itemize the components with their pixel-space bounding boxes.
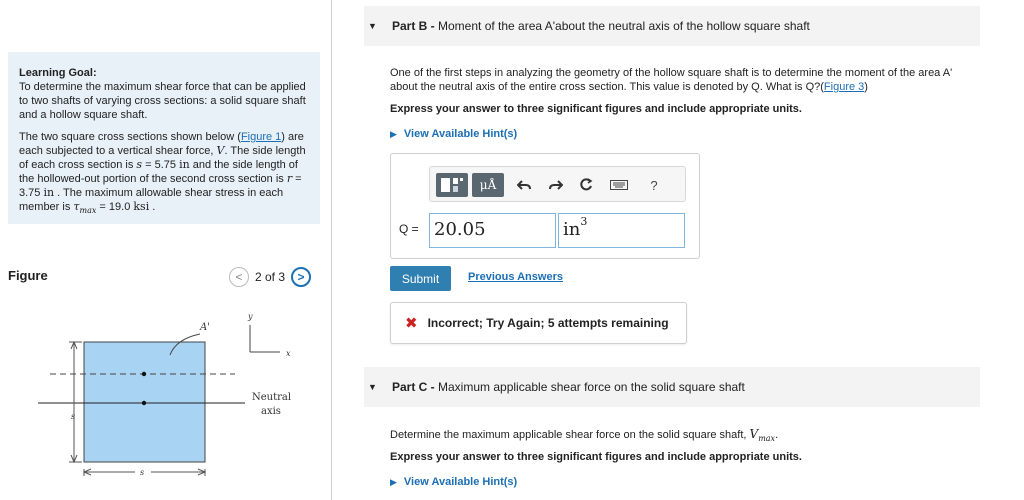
tau-symbol: τ xyxy=(73,200,80,213)
part-b-desc-line1: One of the first steps in analyzing the geometry of the hollow square shaft is to determine the moment of the area A' xyxy=(390,67,953,79)
part-c-hint-label: View Available Hint(s) xyxy=(403,476,518,488)
desc-text: . The maximum allowable shear stress in each member is xyxy=(19,187,284,213)
part-c-title-text: Maximum applicable shear force on the solid square shaft xyxy=(438,380,745,394)
part-c-hint-toggle[interactable] xyxy=(390,476,517,488)
part-b-prefix: Part B - xyxy=(392,19,439,33)
cross-section-description xyxy=(19,130,308,218)
undo-icon[interactable] xyxy=(514,173,534,197)
figure-title: Figure xyxy=(8,268,48,283)
caret-right-icon: ▶ xyxy=(390,476,397,487)
help-icon[interactable]: ? xyxy=(650,177,658,193)
reset-icon[interactable] xyxy=(576,173,596,197)
neutral-axis-point xyxy=(142,401,146,405)
figure-pager xyxy=(229,266,311,288)
part-c-prefix: Part C - xyxy=(392,380,439,394)
axis-label: axis xyxy=(261,406,281,417)
learning-goal-paragraph xyxy=(19,66,308,122)
answer-panel xyxy=(390,153,700,259)
feedback-box xyxy=(390,302,687,344)
math-toolbar xyxy=(429,166,686,202)
part-c-instruction: Express your answer to three significant figures and include appropriate units. xyxy=(390,451,802,463)
units-button[interactable]: μÅ xyxy=(472,173,504,197)
incorrect-x-icon: ✖ xyxy=(405,315,418,332)
learning-goal-title: Learning Goal: xyxy=(19,67,97,79)
caret-right-icon: ▶ xyxy=(390,128,397,139)
part-c-title xyxy=(392,380,745,394)
part-b-desc-end: ) xyxy=(864,81,868,93)
part-c-description xyxy=(390,427,778,446)
column-divider xyxy=(331,0,332,500)
desc-text: . xyxy=(149,201,156,213)
redo-icon[interactable] xyxy=(546,173,566,197)
desc-text: . The side length of each cross section is xyxy=(19,145,306,171)
templates-icon xyxy=(440,177,464,193)
part-c-desc-text: Determine the maximum applicable shear force on the solid square shaft, xyxy=(390,429,750,441)
y-axis-label: y xyxy=(248,312,253,321)
desc-text: ) are each subjected to a vertical shear force, xyxy=(19,131,304,157)
collapse-triangle-icon[interactable]: ▼ xyxy=(368,382,377,392)
collapse-triangle-icon[interactable]: ▼ xyxy=(368,21,377,31)
unit-exponent: 3 xyxy=(580,215,588,228)
part-b-hint-label: View Available Hint(s) xyxy=(403,128,518,140)
keyboard-icon[interactable] xyxy=(608,173,630,197)
a-prime-label: A' xyxy=(200,322,210,333)
next-figure-button[interactable]: > xyxy=(291,267,311,287)
learning-goal-box xyxy=(8,52,320,224)
unit-text: in xyxy=(563,219,581,240)
part-b-title xyxy=(392,19,810,33)
submit-button[interactable]: Submit xyxy=(390,266,451,291)
x-axis-label: x xyxy=(286,349,291,358)
part-b-title-text: Moment of the area A'about the neutral axis of the hollow square shaft xyxy=(438,19,810,33)
learning-goal-text: To determine the maximum shear force that can be applied to two shafts of varying cross sections: a solid square shaft and a hollow square shaft. xyxy=(19,81,306,121)
feedback-message: Incorrect; Try Again; 5 attempts remaining xyxy=(427,316,669,330)
part-b-desc-line2: about the neutral axis of the entire cross section. This value is denoted by Q. What is Q?( xyxy=(390,81,824,93)
vmax-subscript: max xyxy=(758,434,776,444)
desc-text: and the side length of the hollowed-out portion of the second cross section is xyxy=(19,159,298,185)
centroid-point xyxy=(142,372,146,376)
previous-figure-button[interactable]: < xyxy=(229,267,249,287)
side-s-label: s xyxy=(71,412,76,421)
figure-page-indicator: 2 of 3 xyxy=(255,270,286,284)
answer-value-input[interactable]: 20.05 xyxy=(429,213,556,248)
previous-answers-link[interactable]: Previous Answers xyxy=(468,271,563,283)
tau-unit: ksi xyxy=(133,200,150,213)
r-symbol: r xyxy=(286,172,293,185)
desc-text: The two square cross sections shown below ( xyxy=(19,131,241,143)
figure-3-link[interactable]: Figure 3 xyxy=(823,81,865,93)
neutral-label: Neutral xyxy=(252,392,292,403)
tau-subscript: max xyxy=(79,206,97,216)
s-unit: in xyxy=(179,158,190,171)
answer-unit-input[interactable] xyxy=(558,213,685,248)
answer-label: Q = xyxy=(399,222,419,236)
part-b-description xyxy=(390,66,980,94)
part-c-header[interactable] xyxy=(364,367,980,407)
vmax-symbol: V xyxy=(749,427,759,441)
r-unit: in xyxy=(43,186,55,199)
s-value: = 5.75 xyxy=(142,159,180,171)
v-symbol: V xyxy=(216,144,225,157)
tau-value: = 19.0 xyxy=(96,201,134,213)
part-b-header[interactable] xyxy=(364,6,980,46)
r-value: = 3.75 xyxy=(19,173,302,199)
part-b-instruction: Express your answer to three significant figures and include appropriate units. xyxy=(390,103,802,115)
part-b-hint-toggle[interactable] xyxy=(390,128,517,140)
part-c-desc-end: . xyxy=(775,429,779,441)
bottom-s-label: s xyxy=(140,468,145,477)
templates-button[interactable] xyxy=(436,173,468,197)
s-symbol: s xyxy=(136,158,143,171)
cross-section-figure xyxy=(30,305,310,485)
figure-1-link[interactable]: Figure 1 xyxy=(240,131,282,143)
